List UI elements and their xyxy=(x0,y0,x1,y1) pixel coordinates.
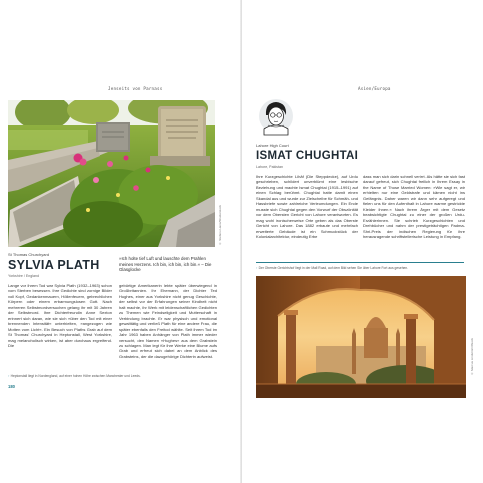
footnote-divider xyxy=(256,262,464,263)
footnote-right-text: Der Oberste Gerichtshof liegt in der Mall Road, auf dem Bild sehen Sie über Lahore Fort aus gesehen. xyxy=(258,266,409,270)
cemetery-photo xyxy=(8,100,215,247)
body-col1-right: Ihre Kurzgeschichte Lihāf (Die Steppdecke), auf Urdu geschrieben, schildert unverblümt eine lesbische Beziehung und machte Ismat Chughtai (1915–1991) auf einen Schlag berühmt. Chughtai hatte damit einen Skandal aus und wurde zur Zielscheibe für Schmäh- und Hassbriefe sowie zahlreiche Verleumdungen. Ein Ende musste sich Chughtai gegen den Vorwurf der Obszönität vor dem Obersten Gericht von Lahore verantworten. Es mag wohl ironischerweise Orte geben als das Oberste Gericht von Lahore. Das 1882 erbaute und mehrfach erweiterte Gebäude ist ein Schmuckstück der Kolonialarchitektur, eindeutig Erbe xyxy=(256,174,358,239)
footnote-left xyxy=(8,374,141,378)
author-subtitle-right: Lahore, Pakistan xyxy=(256,165,283,169)
running-head-right: Asien/Europa xyxy=(358,86,391,91)
place-label-right: Lahore High Court xyxy=(256,143,289,148)
author-title-left: SYLVIA PLATH xyxy=(8,258,100,272)
lahore-photo xyxy=(256,276,466,398)
body-col2-right: dass man sich darin schnell verirrt. Als hätte sie sich fast darauf gefreut, sich Chughtai freilich in Ihrem Essay in the Name of Those Married Women: »Wie sagt er, wir erhielten nur eine Geldstrafe und kämen nicht ins Gefängnis. Daher waren wir dann sehr aufgeregt und fielen uns für den Aufenthalt in Lahore warme gestrickte Kleider ihnen.« Nach ihrem Ärger mit dem Gesetz beabsichtigte Chughtai zu einer der großen Urdu-Erzählerinnen. Sie schrieb Kurzgeschichten und Drehbücher und nahm der prestigeträchtigen Padma-Shri-Preis der indischen Regierung für ihre herausragende schriftstellerische Leistung in Empfang. xyxy=(363,174,465,239)
photo-credit-right: © Marcus Lindström/iStock xyxy=(470,338,474,376)
arrow-icon: ↑ xyxy=(8,374,10,378)
footnote-right xyxy=(256,266,408,270)
page-number-left: 180 xyxy=(8,384,15,389)
author-title-right: ISMAT CHUGHTAI xyxy=(256,150,359,162)
running-head-left: Jenseits von Parnass xyxy=(108,86,163,91)
author-subtitle-left: Yorkshire / England xyxy=(8,274,40,278)
footnote-left-text: Heptonstall liegt in Nordengland, auf einer hohen Höhe zwischen Manchester und Leeds. xyxy=(10,374,141,378)
author-portrait-illustration xyxy=(256,95,296,137)
place-label-left: St Thomas Churchyard xyxy=(8,252,50,257)
arrow-icon: ↑ xyxy=(256,266,258,270)
left-page xyxy=(0,0,241,483)
photo-credit-left: © Stefano Hans/Shutterstock xyxy=(218,205,222,246)
body-col1-left: Lange vor ihrem Tod war Sylvia Plath (1932–1963) schon vom Sterben besessen. Ihre Gedichte sind zornige Bilder voll Kopf, Gedankenmauern, Höllenfeuern, gebrechlichen Körpern oder einem erbarmungslosen Gott. Nach mehreren Selbstmordversuchen gelang ihr mit 30 Jahren der Selbstmord. Ihre Dichterfreundin Anne Sexton erinnert sich daran, wie sie sich »über den Tod mit einer brennenden Intensität« unterhielten, »angezogen wie Motten vom Licht«. Ein Besuch von Plaths Grab auf dem St Thomas' Churchyard in Heptonstall, West Yorkshire, mag melancholisch wirken, ist aber durchaus ergreifend. Die xyxy=(8,283,112,348)
pull-quote: »Ich holte tief Luft und lauschte dem Prahlen meines Herzens. Ich bin, ich bin, ich bin.« – Die Glasglocke xyxy=(119,256,212,273)
body-col2-left: gebürtige Amerikanerin lebte später überwiegend in Großbritannien. Ihr Ehemann, der Dichter Ted Hughes, einer aus Yorkshire nicht genug Geschichte, der selbst vor der Erfahrungen seiner Kindheit nicht halt machte, ihr Werk mit leidenschaftlichen Gedichten zu Themen wie Feindseligkeit und Mutterschaft in Verbindung brachte. Er war physisch und emotional gewalttätig und verließ Plath für eine andere Frau, die später ebenfalls den Freitod wählte. Seit ihrem Tod im Jahr 1963 haben Anhänger von Plath immer wieder versucht, den Namen »Hughes« aus dem Grabstein zu schlagen. Man legt für ihre Werke eine Blume aufs Grab und erfreut sich dabei an dem Anblick des Grabsteins, der die dazugehörige Dichterin aufweist. xyxy=(119,283,217,359)
